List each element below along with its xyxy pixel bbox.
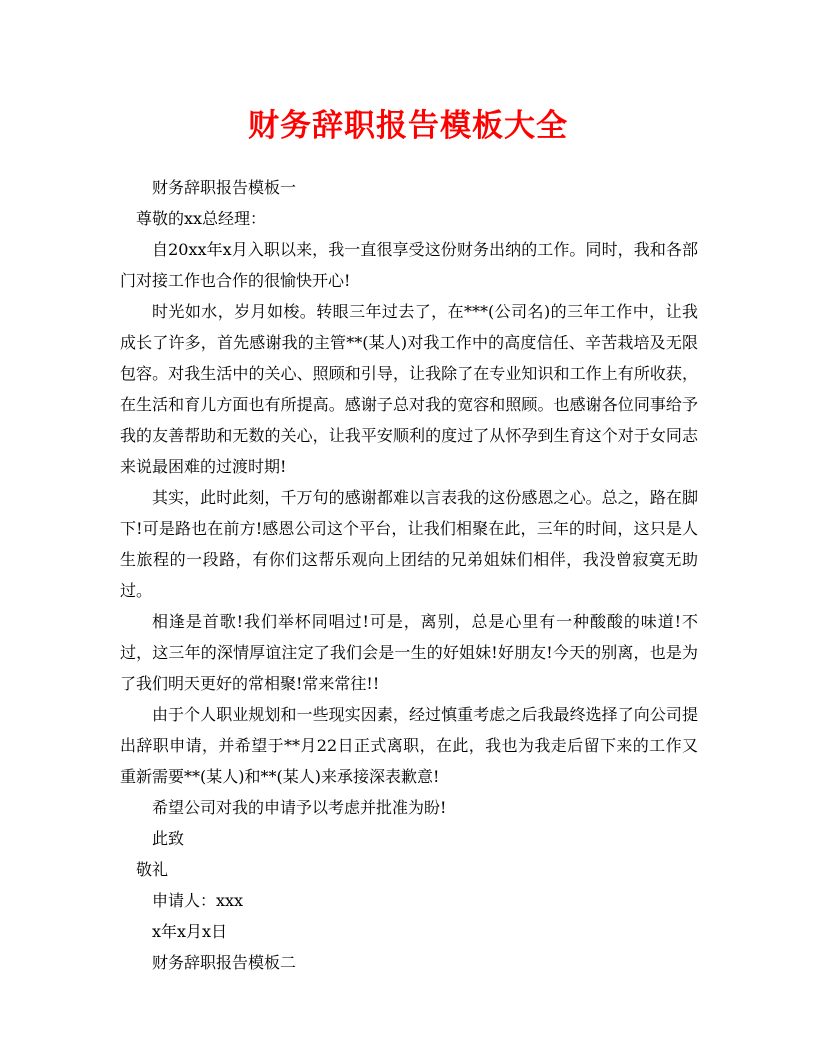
paragraph: 自20xx年x月入职以来，我一直很享受这份财务出纳的工作。同时，我和各部门对接工作也合作的很愉快开心! — [120, 240, 698, 290]
section-heading: 财务辞职报告模板二 — [152, 953, 297, 972]
section-heading: 财务辞职报告模板一 — [152, 178, 297, 197]
regards-text: 敬礼 — [136, 860, 169, 879]
paragraph: 时光如水，岁月如梭。转眼三年过去了，在***(公司名)的三年工作中，让我成长了许多，首先感谢我的主管**(某人)对我工作中的高度信任、辛苦栽培及无限包容。对我生活中的关心、照顾和引导，让我除了在专业知识和工作上有所收获，在生活和育儿方面也有所提高。感谢子总对我的宽容和照顾。也感谢各位同事给予我的友善帮助和无数的关心，让我平安顺利的度过了从怀孕到生育这个对于女同志来说最困难的过渡时期! — [120, 302, 698, 476]
salutation: 尊敬的xx总经理： — [136, 209, 267, 228]
document-body — [120, 172, 698, 978]
paragraph: 希望公司对我的申请予以考虑并批准为盼! — [152, 798, 447, 817]
date-line: x年x月x日 — [152, 922, 228, 941]
paragraph: 相逢是首歌!我们举杯同唱过!可是，离别，总是心里有一种酸酸的味道!不过，这三年的深情厚谊注定了我们会是一生的好姐妹!好朋友!今天的别离，也是为了我们明天更好的常相聚!常来常往!! — [120, 612, 698, 693]
applicant-line: 申请人：xxx — [152, 891, 244, 910]
document-title: 财务辞职报告模板大全 — [248, 108, 568, 144]
paragraph: 其实，此时此刻，千万句的感谢都难以言表我的这份感恩之心。总之，路在脚下!可是路也在前方!感恩公司这个平台，让我们相聚在此，三年的时间，这只是人生旅程的一段路，有你们这帮乐观向上团结的兄弟姐妹们相伴，我没曾寂寞无助过。 — [120, 488, 698, 600]
paragraph: 由于个人职业规划和一些现实因素，经过慎重考虑之后我最终选择了向公司提出辞职申请，并希望于**月22日正式离职，在此，我也为我走后留下来的工作又重新需要**(某人)和**(某人)来承接深表歉意! — [120, 705, 698, 786]
closing-text: 此致 — [152, 829, 185, 848]
